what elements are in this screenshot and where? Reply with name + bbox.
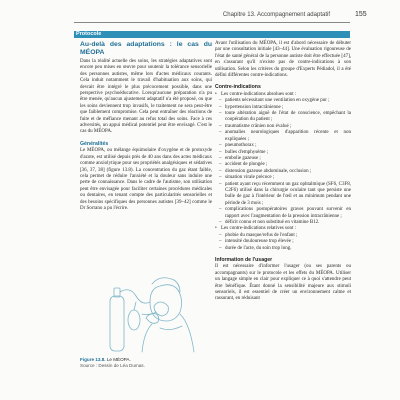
figure-caption	[80, 357, 210, 368]
gas-cylinder	[110, 296, 124, 351]
list-item: – distension gazeuse abdominale, occlusion ;	[215, 169, 351, 175]
list-item: – traumatisme crânien non évalué ;	[215, 124, 351, 130]
subhead-contre-indications: Contre-indications	[215, 84, 261, 91]
meopa-illustration	[90, 262, 210, 357]
list-item: – hypertension intracrânienne ;	[215, 105, 351, 111]
ci-absolute-list	[215, 98, 351, 226]
list-item: – situation virale précoce ;	[215, 175, 351, 181]
page-number: 155	[355, 11, 367, 18]
list-item: – patients nécessitant une ventilation en oxygène pur ;	[215, 98, 351, 104]
ci-relative-list	[215, 233, 351, 252]
article-title: Au-delà des adaptations : le cas du MÉOPA	[80, 41, 212, 56]
list-item: – embolie gazeuse ;	[215, 156, 351, 162]
list-item: – accident de plongée ;	[215, 162, 351, 168]
list-item: – patient ayant reçu récemment un gaz ophtalmique (SF6, C3F8, C2F6) utilisé dans la chirurgie oculaire tant que persiste une bulle de gaz à l'intérieur de l'œil et au minimum pendant une période de 3 mois ;	[215, 182, 351, 208]
information-paragraph: Il est nécessaire d'informer l'usager (ou ses parents ou accompagnants) sur le protocole et les effets du MÉOPA. Utiliser un langage simple en clair pour expliquer ce à quoi s'attendre peut être bénéfique. Étant donné la sensibilité majeure aux stimuli sensoriels, il est essentiel de créer un environnement calme et rassurant, en réduisant	[215, 264, 351, 302]
list-item: – anomalies neurologiques d'apparition récente et non expliquées ;	[215, 130, 351, 143]
list-item: – déficit connu et non substitué en vitamine B12.	[215, 220, 351, 226]
list-item: – toute altération aiguë de l'état de conscience, empêchant la coopération du patient ;	[215, 111, 351, 124]
intro-paragraph: Dans la réalité actuelle des soins, les stratégies adaptatives sont encore peu mises en œuvre pour soutenir la tolérance sensorielle des personnes autistes, même lors d'actes médicaux courants. Cela induit notamment le travail d'habituation aux soins, qui devrait être intégré le plus précocement possible, dans une perspective psychoéducative. Lorsqu'aucune préparation n'a pu être menée, qu'aucun ajustement adaptatif n'a été proposé, ou que les soins deviennent trop invasifs, le traitement ne sera peut-être que faiblement compromise. Cela peut entraîner des réactions de fuite et de méfiance menant au refus total des soins. Face à ces adversités, un appui médical potentiel peut être envisagé. C'est le cas du MÉOPA.	[80, 59, 212, 135]
list-item: – pneumothorax ;	[215, 143, 351, 149]
person-head	[150, 285, 182, 321]
list-item: – complications postopératoires graves pouvant survenir en rapport avec l'augmentation de la pression intracrânienne ;	[215, 207, 351, 220]
list-item: – phobie du masque/refus de l'enfant ;	[215, 233, 351, 239]
list-item: – bulles d'emphysème ;	[215, 150, 351, 156]
meopa-drawing	[90, 262, 210, 357]
right-intro-paragraph: Avant l'utilisation du MÉOPA, il est d'abord nécessaire de débuter par une consultation initiale [43–44]. Une évaluation rigoureuse de l'état de santé général de la personne autiste doit être effectuée [47], en s'assurant qu'il n'existe pas de contre-indications à son utilisation. Selon les critères du groupe d'Experts Pédiadol, il a été défini différentes contre-indications.	[215, 41, 351, 79]
generalites-paragraph: Le MÉOPA, ou mélange équimolaire d'oxygène et de protoxyde d'azote, est utilisé depuis près de 40 ans dans des actes médicaux comme anxiolytique pour ses propriétés analgésiques et sédatives [36, 37, 38] (figure 13.8). La concentration du gaz étant faible, cela permet de réduire l'anxiété et la douleur sans induire une perte de connaissance. Dans le cadre de l'autisme, son utilisation peut être envisagée pour faciliter certaines procédures médicales ou dentaires, en tenant compte des particularités sensorielles et des besoins spécifiques des personnes autistes [39–42] comme le Dr Sorrano a pu l'écrire.	[80, 148, 212, 211]
header-divider	[74, 22, 350, 23]
subhead-generalites: Généralités	[80, 140, 109, 147]
figure-caption-text: Le MÉOPA.	[106, 357, 131, 362]
chapter-title: Chapitre 13. Accompagnement adaptatif	[222, 12, 330, 18]
list-item: – intensité douloureuse trop élevée ;	[215, 239, 351, 245]
left-column	[80, 41, 212, 212]
subhead-information: Information de l'usager	[215, 257, 273, 263]
figure-source: Source : Dessin de Léa Dumas.	[80, 362, 145, 368]
reservoir-bag	[128, 310, 140, 330]
gas-tube	[120, 290, 150, 303]
figure-label: Figure 13.8.	[80, 357, 106, 362]
right-column	[215, 41, 351, 303]
ci-relative-intro: • Les contre-indications relatives sont :	[215, 226, 351, 232]
ci-absolute-intro: • Les contre-indications absolues sont :	[215, 92, 351, 98]
section-label: Protocole	[74, 31, 350, 38]
list-item: – durée de l'acte, du soin trop long.	[215, 246, 351, 252]
